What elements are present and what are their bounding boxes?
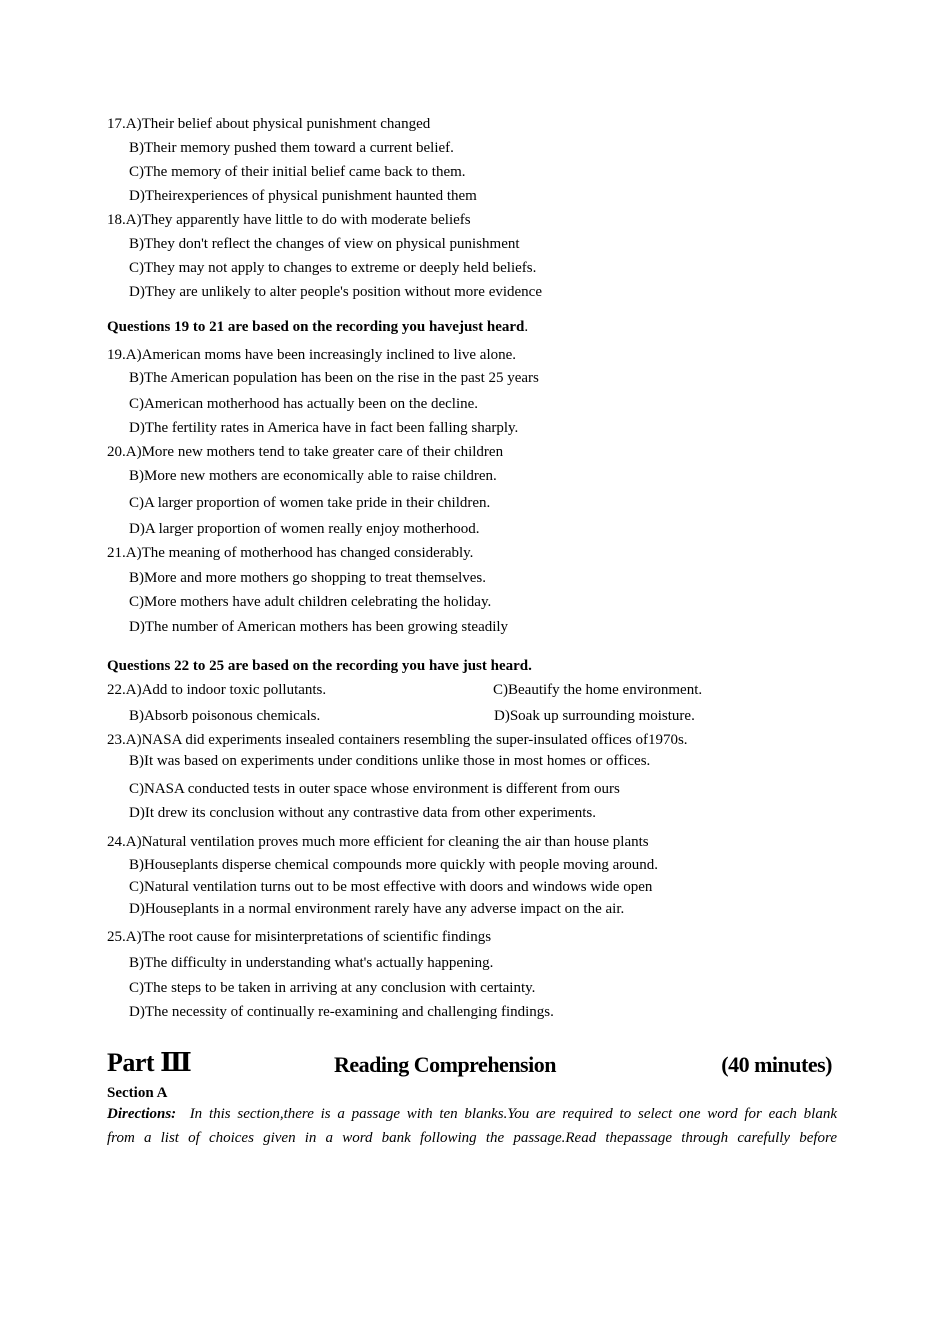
- q24-option-c: C)Natural ventilation turns out to be most effective with doors and windows wide open: [129, 879, 653, 895]
- q24-option-d: D)Houseplants in a normal environment rarely have any adverse impact on the air.: [129, 901, 625, 917]
- q19-option-c: C)American motherhood has actually been on the decline.: [129, 396, 479, 412]
- q21-option-d: D)The number of American mothers has been growing steadily: [129, 619, 509, 635]
- exam-page: [107, 0, 837, 1344]
- q18-option-a: 18.A)They apparently have little to do with moderate beliefs: [107, 212, 471, 228]
- q18-option-b: B)They don't reflect the changes of view on physical punishment: [129, 236, 520, 252]
- q24-option-b: B)Houseplants disperse chemical compounds more quickly with people moving around.: [129, 857, 659, 873]
- part-heading: [107, 1048, 837, 1082]
- q20-option-d: D)A larger proportion of women really enjoy motherhood.: [129, 521, 480, 537]
- q21-option-c: C)More mothers have adult children celebrating the holiday.: [129, 594, 492, 610]
- q20-option-c: C)A larger proportion of women take pride in their children.: [129, 495, 491, 511]
- q20-option-a: 20.A)More new mothers tend to take greater care of their children: [107, 444, 504, 460]
- q17-option-b: B)Their memory pushed them toward a current belief.: [129, 140, 454, 156]
- q20-option-b: B)More new mothers are economically able to raise children.: [129, 468, 497, 484]
- q22-option-d: D)Soak up surrounding moisture.: [494, 708, 695, 724]
- q22-option-c: C)Beautify the home environment.: [493, 682, 703, 698]
- directions-line-1: [107, 1102, 837, 1126]
- q19-option-d: D)The fertility rates in America have in fact been falling sharply.: [129, 420, 519, 436]
- q18-option-d: D)They are unlikely to alter people's position without more evidence: [129, 284, 542, 300]
- section-heading-19-21-period: .: [524, 319, 529, 335]
- q17-option-a: 17.A)Their belief about physical punishment changed: [107, 116, 431, 132]
- q25-option-d: D)The necessity of continually re-examining and challenging findings.: [129, 1004, 554, 1020]
- q22-option-a: 22.A)Add to indoor toxic pollutants.: [107, 682, 327, 698]
- part-time: (40 minutes): [721, 1052, 832, 1077]
- q22-option-b: B)Absorb poisonous chemicals.: [129, 708, 321, 724]
- directions-line-2: from a list of choices given in a word bank following the passage.Read thepassage through carefully before: [107, 1130, 837, 1146]
- q23-option-c: C)NASA conducted tests in outer space whose environment is different from ours: [129, 781, 620, 797]
- section-label: Section A: [107, 1085, 168, 1101]
- q25-option-b: B)The difficulty in understanding what's actually happening.: [129, 955, 494, 971]
- q21-option-b: B)More and more mothers go shopping to treat themselves.: [129, 570, 487, 586]
- q17-option-c: C)The memory of their initial belief came back to them.: [129, 164, 466, 180]
- q19-option-b: B)The American population has been on the rise in the past 25 years: [129, 370, 539, 386]
- directions-label: Directions:: [107, 1106, 177, 1122]
- q25-option-a: 25.A)The root cause for misinterpretations of scientific findings: [107, 929, 492, 945]
- q25-option-c: C)The steps to be taken in arriving at any conclusion with certainty.: [129, 980, 536, 996]
- directions-text-1: In this section,there is a passage with ten blanks.You are required to select one word for each blank: [189, 1106, 837, 1122]
- section-heading-22-25: Questions 22 to 25 are based on the recording you have just heard.: [107, 658, 532, 674]
- section-heading-19-21-text: Questions 19 to 21 are based on the recording you havejust heard: [107, 319, 525, 335]
- q23-option-d: D)It drew its conclusion without any contrastive data from other experiments.: [129, 805, 596, 821]
- q24-option-a: 24.A)Natural ventilation proves much more efficient for cleaning the air than house plants: [107, 834, 649, 850]
- q18-option-c: C)They may not apply to changes to extreme or deeply held beliefs.: [129, 260, 537, 276]
- q23-option-b: B)It was based on experiments under conditions unlike those in most homes or offices.: [129, 753, 651, 769]
- q21-option-a: 21.A)The meaning of motherhood has changed considerably.: [107, 545, 474, 561]
- q19-option-a: 19.A)American moms have been increasingly inclined to live alone.: [107, 347, 517, 363]
- part-label: Part Ⅲ: [107, 1048, 192, 1077]
- q17-option-d: D)Theirexperiences of physical punishment haunted them: [129, 188, 477, 204]
- part-title: Reading Comprehension: [334, 1052, 556, 1077]
- q23-option-a: 23.A)NASA did experiments insealed containers resembling the super-insulated offices of1970s.: [107, 732, 688, 748]
- section-heading-19-21: [107, 317, 528, 337]
